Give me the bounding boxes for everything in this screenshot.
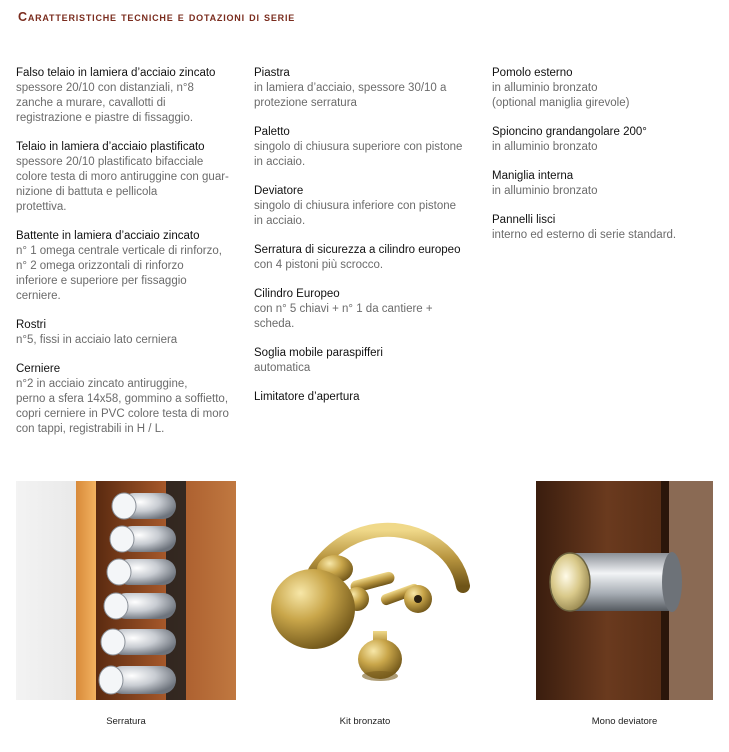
spec-desc: spessore 20/10 plastificato bifacciale colore testa di moro antiruggine con guar- nizione di battuta e pellicola protettiva. xyxy=(16,156,229,213)
spec-item xyxy=(254,66,486,111)
spec-item xyxy=(492,169,724,199)
spec-name: Pomolo esterno xyxy=(492,67,573,79)
serratura-caption: Serratura xyxy=(106,716,146,727)
spec-item xyxy=(16,66,248,126)
spec-desc: automatica xyxy=(254,362,311,374)
spec-name: Deviatore xyxy=(254,185,304,197)
spec-desc: con n° 5 chiavi + n° 1 da cantiere + scheda. xyxy=(254,303,433,330)
spec-name: Soglia mobile paraspifferi xyxy=(254,347,383,359)
spec-desc: in lamiera d’acciaio, spessore 30/10 a protezione serratura xyxy=(254,82,447,109)
spec-name: Paletto xyxy=(254,126,290,138)
spec-name: Limitatore d’apertura xyxy=(254,391,360,403)
spec-desc: spessore 20/10 con distanziali, n°8 zanche a murare, cavallotti di registrazione e piastre di fissaggio. xyxy=(16,82,194,124)
spec-desc: n°5, fissi in acciaio lato cerniera xyxy=(16,334,178,346)
spec-desc: in alluminio bronzato xyxy=(492,185,598,197)
spec-name: Cerniere xyxy=(16,363,61,375)
spec-name: Spioncino grandangolare 200° xyxy=(492,126,647,138)
spec-item xyxy=(254,125,486,170)
spec-item xyxy=(16,140,248,215)
spec-desc: interno ed esterno di serie standard. xyxy=(492,229,677,241)
spec-item xyxy=(254,243,486,273)
page-title: Caratteristiche tecniche e dotazioni di serie xyxy=(18,10,296,24)
spec-name: Cilindro Europeo xyxy=(254,288,340,300)
mono-deviatore-photo xyxy=(536,481,713,700)
spec-item xyxy=(492,125,724,155)
spec-column-2 xyxy=(254,66,486,419)
spec-item xyxy=(254,287,486,332)
spec-desc: singolo di chiusura inferiore con pistone in acciaio. xyxy=(254,200,457,227)
spec-desc: in alluminio bronzato (optional maniglia girevole) xyxy=(492,82,630,109)
spec-name: Pannelli lisci xyxy=(492,214,556,226)
spec-desc: in alluminio bronzato xyxy=(492,141,598,153)
spec-name: Rostri xyxy=(16,319,47,331)
spec-name: Serratura di sicurezza a cilindro europeo xyxy=(254,244,461,256)
mono-deviatore-caption: Mono deviatore xyxy=(591,716,658,727)
spec-item xyxy=(492,66,724,111)
spec-item xyxy=(254,346,486,376)
kit-bronzato-photo xyxy=(255,481,475,700)
spec-item xyxy=(16,362,248,437)
spec-desc: singolo di chiusura superiore con pistone in acciaio. xyxy=(254,141,463,168)
serratura-photo xyxy=(16,481,236,700)
spec-desc: con 4 pistoni più scrocco. xyxy=(254,259,384,271)
spec-item xyxy=(16,318,248,348)
spec-desc: n°2 in acciaio zincato antiruggine, perno a sfera 14x58, gommino a soffietto, copri cerniere in PVC colore testa di moro con tappi, registrabili in H / L. xyxy=(16,378,229,435)
spec-name: Battente in lamiera d’acciaio zincato xyxy=(16,230,200,242)
spec-item xyxy=(492,213,724,243)
spec-column-1 xyxy=(16,66,248,451)
spec-desc: n° 1 omega centrale verticale di rinforzo, n° 2 omega orizzontali di rinforzo inferiore e superiore per fissaggio cerniere. xyxy=(16,245,222,302)
spec-name: Maniglia interna xyxy=(492,170,574,182)
spec-name: Telaio in lamiera d’acciaio plastificato xyxy=(16,141,205,153)
spec-name: Piastra xyxy=(254,67,290,79)
spec-name: Falso telaio in lamiera d’acciaio zincato xyxy=(16,67,216,79)
spec-column-3 xyxy=(492,66,724,257)
spec-item xyxy=(16,229,248,304)
spec-item xyxy=(254,390,486,405)
kit-bronzato-caption: Kit bronzato xyxy=(339,716,391,727)
spec-item xyxy=(254,184,486,229)
